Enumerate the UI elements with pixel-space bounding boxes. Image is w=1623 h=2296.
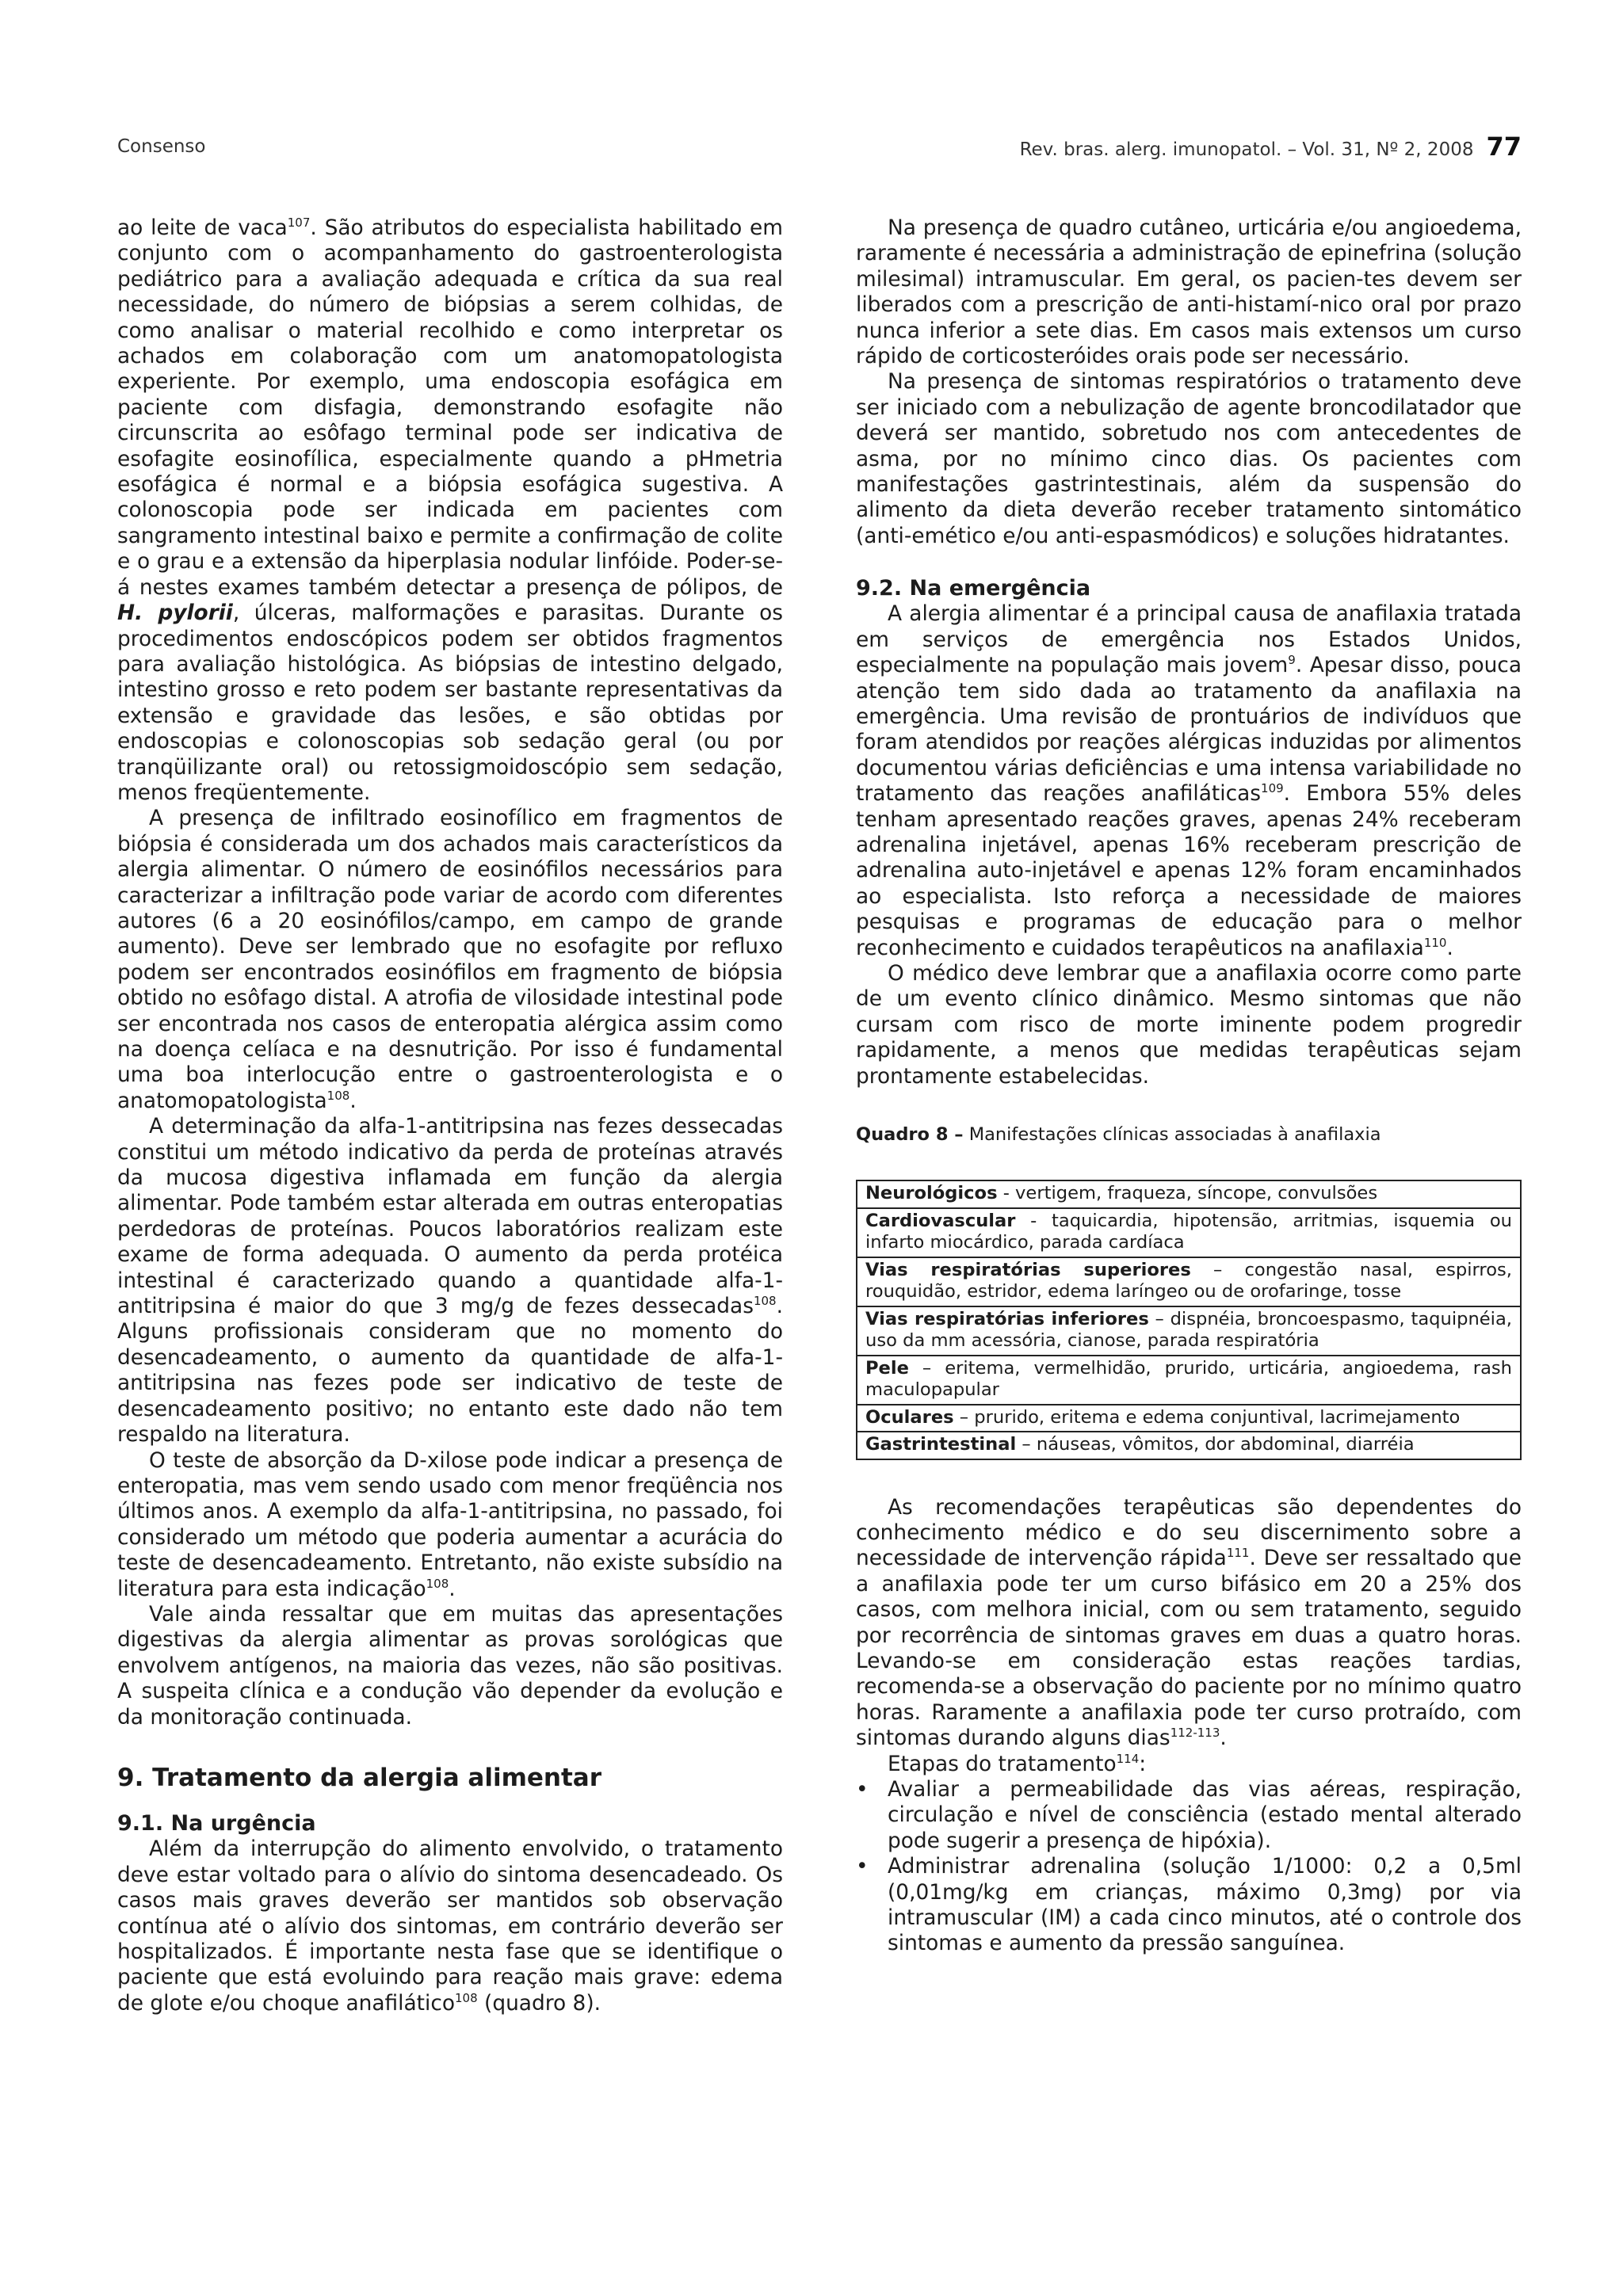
manifestations-table: [856, 1180, 1522, 1460]
paragraph: A determinação da alfa-1-antitripsina nas fezes dessecadas constitui um método indicativo da perda de proteínas através da mucosa digestiva inflamada em função da alergia alimentar. Pode também estar alterada em outras enteropatias perdedoras de proteínas. Poucos laboratórios realizam este exame de forma adequada. O aumento da perda protéica intestinal é caracterizado quando a quantidade alfa-1-antitripsina é maior do que 3 mg/g de fezes dessecadas$^{108}$. Alguns profissionais consideram que no momento do desencadeamento, o aumento da quantidade de alfa-1-antitripsina nas fezes pode ser indicativo de teste de desencadeamento positivo; no entanto este dado não tem respaldo na literatura.: [117, 1114, 783, 1447]
journal-citation: Rev. bras. alerg. imunopatol. – Vol. 31, Nº 2, 2008: [1019, 139, 1474, 160]
citation-ref: 108: [426, 1576, 449, 1591]
paragraph: As recomendações terapêuticas são dependentes do conhecimento médico e do seu discernimento sobre a necessidade de intervenção rápida$^{111}$. Deve ser ressaltado que a anafilaxia pode ter um curso bifásico em 20 a 25% dos casos, com melhora inicial, com ou sem tratamento, seguido por recorrência de sintomas graves em duas a quatro horas. Levando-se em consideração estas reações tardias, recomenda-se a observação do paciente por no mínimo quatro horas. Raramente a anafilaxia pode ter curso protraído, com sintomas durando alguns dias$^{112-113}$.: [856, 1494, 1522, 1751]
paragraph: O médico deve lembrar que a anafilaxia ocorre como parte de um evento clínico dinâmico. Mesmo sintomas que não cursam com risco de morte iminente podem progredir rapidamente, a menos que medidas terapêuticas sejam prontamente estabelecidas.: [856, 960, 1522, 1089]
running-head-right: [1020, 132, 1522, 162]
citation-ref: 114: [1116, 1751, 1140, 1766]
paragraph: A alergia alimentar é a principal causa de anafilaxia tratada em serviços de emergência nos Estados Unidos, especialmente na população mais jovem$^9$. Apesar disso, pouca atenção tem sido dada ao tratamento da anafilaxia na emergência. Uma revisão de prontuários de indivíduos que foram atendidos por reações alérgicas induzidas por alimentos documentou várias deficiências e uma intensa variabilidade no tratamento das reações anafiláticas$^{109}$. Embora 55% deles tenham apresentado reações graves, apenas 24% receberam adrenalina injetável, apenas 16% receberam prescrição de adrenalina auto-injetável e apenas 12% foram encaminhados ao especialista. Isto reforça a necessidade de maiores pesquisas e programas de educação para o melhor reconhecimento e cuidados terapêuticos na anafilaxia$^{110}$.: [856, 601, 1522, 960]
paragraph: Além da interrupção do alimento envolvido, o tratamento deve estar voltado para o alívio do sintoma desencadeado. Os casos mais graves deverão ser mantidos sob observação contínua até o alívio dos sintomas, em contrário deverão ser hospitalizados. É importante nesta fase que se identifique o paciente que está evoluindo para reação mais grave: edema de glote e/ou choque anafilático$^{108}$ (quadro 8).: [117, 1836, 783, 2016]
citation-ref: 112-113: [1170, 1726, 1220, 1741]
table-row: Pele – eritema, vermelhidão, prurido, urticária, angioedema, rash maculopapular: [857, 1356, 1521, 1405]
paragraph: A presença de infiltrado eosinofílico em fragmentos de biópsia é considerada um dos achados mais característicos da alergia alimentar. O número de eosinófilos necessários para caracterizar a infiltração pode variar de acordo com diferentes autores (6 a 20 eosinófilos/campo, em campo de grande aumento). Deve ser lembrado que no esofagite por refluxo podem ser encontrados eosinófilos em fragmento de biópsia obtido no esôfago distal. A atrofia de vilosidade intestinal pode ser encontrada nos casos de enteropatia alérgica assim como na doença celíaca e na desnutrição. Por isso é fundamental uma boa interlocução entre o gastroenterologista e o anatomopatologista$^{108}$.: [117, 806, 783, 1113]
table-caption: Quadro 8 – Manifestações clínicas associadas à anafilaxia: [856, 1124, 1381, 1145]
table-row: Neurológicos - vertigem, fraqueza, síncope, convulsões: [857, 1180, 1521, 1208]
bullet-icon: •: [856, 1776, 869, 1802]
paragraph: Etapas do tratamento$^{114}$:: [888, 1751, 1147, 1776]
species-name: H. pylorii: [117, 601, 233, 626]
list-item: • Administrar adrenalina (solução 1/1000: 0,2 a 0,5ml (0,01mg/kg em crianças, máximo 0,3mg) por via intramuscular (IM) a cada cinco minutos, até o controle dos sintomas e aumento da pressão sanguínea.: [856, 1854, 1522, 1956]
running-head-left: Consenso: [117, 136, 206, 157]
table-row: Gastrintestinal – náuseas, vômitos, dor abdominal, diarréia: [857, 1432, 1521, 1459]
right-column: [856, 215, 1522, 1957]
page-number: 77: [1486, 132, 1522, 162]
list-item: • Avaliar a permeabilidade das vias aéreas, respiração, circulação e nível de consciência (estado mental alterado pode sugerir a presença de hipóxia).: [856, 1776, 1522, 1853]
citation-ref: 110: [1423, 935, 1447, 950]
citation-ref: 109: [1261, 781, 1284, 796]
table-row: Vias respiratórias inferiores – dispnéia, broncoespasmo, taquipnéia, uso da mm acessória, cianose, parada respiratória: [857, 1306, 1521, 1356]
subsection-heading: 9.2. Na emergência: [856, 576, 1091, 601]
table-row: Cardiovascular - taquicardia, hipotensão, arritmias, isquemia ou infarto miocárdico, parada cardíaca: [857, 1208, 1521, 1257]
citation-ref: 108: [455, 1991, 478, 2006]
citation-ref: 111: [1226, 1546, 1250, 1561]
citation-ref: 108: [327, 1089, 350, 1104]
citation-ref: 107: [287, 215, 311, 231]
paragraph: O teste de absorção da D-xilose pode indicar a presença de enteropatia, mas vem sendo usado com menor freqüência nos últimos anos. A exemplo da alfa-1-antitripsina, no passado, foi considerado um método que poderia aumentar a acurácia do teste de desencadeamento. Entretanto, não existe subsídio na literatura para esta indicação$^{108}$.: [117, 1447, 783, 1601]
table-label: Quadro 8 –: [856, 1124, 964, 1145]
left-column: [117, 215, 783, 2016]
paragraph: ao leite de vaca$^{107}$. São atributos do especialista habilitado em conjunto com o acompanhamento do gastroenterologista pediátrico para a avaliação adequada e crítica da sua real necessidade, do número de biópsias a serem colhidas, de como analisar o material recolhido e como interpretar os achados em colaboração com um anatomopatologista experiente. Por exemplo, uma endoscopia esofágica em paciente com disfagia, demonstrando esofagite não circunscrita ao esôfago terminal pode ser indicativa de esofagite eosinofílica, especialmente quando a pHmetria esofágica é normal e a biópsia esofágica sugestiva. A colonoscopia pode ser indicada em pacientes com sangramento intestinal baixo e permite a confirmação de colite e o grau e a extensão da hiperplasia nodular linfóide. Poder-se-á nestes exames também detectar a presença de pólipos, de H. pylorii, úlceras, malformações e parasitas. Durante os procedimentos endoscópicos podem ser obtidos fragmentos para avaliação histológica. As biópsias de intestino delgado, intestino grosso e reto podem ser bastante representativas da extensão e gravidade das lesões, e são obtidas por endoscopias e colonoscopias sob sedação geral (ou por tranqüilizante oral) ou retossigmoidoscópio sem sedação, menos freqüentemente.: [117, 215, 784, 805]
table-row: Oculares – prurido, eritema e edema conjuntival, lacrimejamento: [857, 1405, 1521, 1432]
subsection-heading: 9.1. Na urgência: [117, 1811, 316, 1836]
citation-ref: 108: [753, 1294, 777, 1309]
paragraph: Na presença de quadro cutâneo, urticária e/ou angioedema, raramente é necessária a administração de epinefrina (solução milesimal) intramuscular. Em geral, os pacien-tes devem ser liberados com a prescrição de anti-histamí-nico oral por prazo nunca inferior a sete dias. Em casos mais extensos um curso rápido de corticosteróides orais pode ser necessário.: [856, 215, 1522, 369]
section-heading: 9. Tratamento da alergia alimentar: [117, 1763, 602, 1792]
table-row: Vias respiratórias superiores – congestão nasal, espirros, rouquidão, estridor, edema laríngeo ou de orofaringe, tosse: [857, 1257, 1521, 1306]
citation-ref: 9: [1288, 653, 1296, 668]
paragraph: Na presença de sintomas respiratórios o tratamento deve ser iniciado com a nebulização de agente broncodilatador que deverá ser mantido, sobretudo nos com antecedentes de asma, por no mínimo cinco dias. Os pacientes com manifestações gastrintestinais, além da suspensão do alimento da dieta deverão receber tratamento sintomático (anti-emético e/ou anti-espasmódicos) e soluções hidratantes.: [856, 369, 1522, 548]
bullet-icon: •: [856, 1854, 869, 1879]
paragraph: Vale ainda ressaltar que em muitas das apresentações digestivas da alergia alimentar as provas sorológicas que envolvem antígenos, na maioria das vezes, não são positivas. A suspeita clínica e a condução vão depender da evolução e da monitoração continuada.: [117, 1601, 783, 1730]
